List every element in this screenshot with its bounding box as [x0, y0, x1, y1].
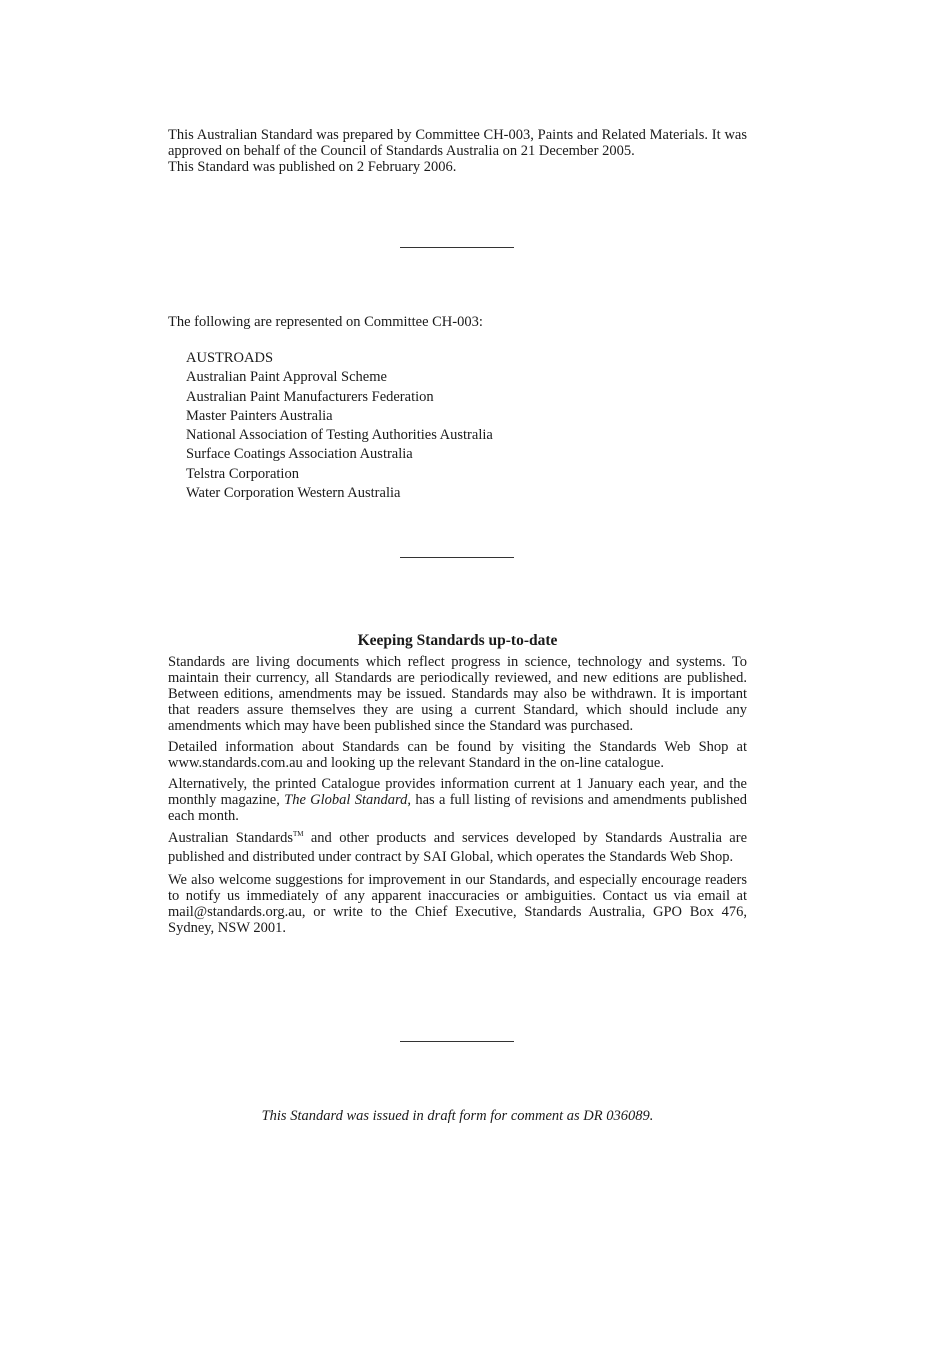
web-shop-paragraph: Detailed information about Standards can be found by visiting the Standards Web Shop at www.standards.com.au and looking up the relevant Standard in the on-line catalogue.	[168, 739, 747, 771]
section-divider	[400, 557, 514, 558]
section-heading: Keeping Standards up-to-date	[357, 632, 558, 649]
committee-lead-text: The following are represented on Committee CH-003:	[168, 314, 483, 330]
committee-member: Surface Coatings Association Australia	[186, 446, 413, 463]
catalogue-paragraph: Alternatively, the printed Catalogue provides information current at 1 January each year, and the monthly magazine, The Global Standard, has a full listing of revisions and amendments published each month.	[168, 776, 747, 824]
committee-member: National Association of Testing Authorities Australia	[186, 427, 493, 444]
living-documents-paragraph: Standards are living documents which reflect progress in science, technology and systems. To maintain their currency, all Standards are periodically reviewed, and new editions are published. Between editions, amendments may be issued. Standards may also be withdrawn. It is important that readers assure themselves they are using a current Standard, which should include any amendments which may have been published since the Standard was purchased.	[168, 654, 747, 734]
draft-notice: This Standard was issued in draft form for comment as DR 036089.	[261, 1108, 654, 1124]
trademark-mark: TM	[292, 830, 304, 838]
committee-representation	[168, 314, 747, 503]
feedback-paragraph: We also welcome suggestions for improvement in our Standards, and especially encourage readers to notify us immediately of any apparent inaccuracies or ambiguities. Contact us via email at mail@standards.org.au, or write to the Chief Executive, Standards Australia, GPO Box 476, Sydney, NSW 2001.	[168, 872, 747, 936]
committee-member: Australian Paint Approval Scheme	[186, 369, 387, 386]
committee-member-list	[168, 349, 747, 503]
committee-member: Australian Paint Manufacturers Federation	[186, 388, 434, 405]
approval-statement: This Australian Standard was prepared by Committee CH-003, Paints and Related Materials. It was approved on behalf of the Council of Standards Australia on 21 December 2005.	[168, 127, 747, 159]
section-divider	[400, 1041, 514, 1042]
keeping-standards-section	[168, 632, 747, 941]
distribution-paragraph: Australian Standards™ and other products and services developed by Standards Australia are published and distributed under contract by SAI Global, which operates the Standards Web Shop.	[168, 830, 747, 865]
committee-member: Water Corporation Western Australia	[186, 485, 401, 502]
magazine-title: The Global Standard	[284, 792, 408, 808]
committee-member: AUSTROADS	[186, 350, 274, 366]
publication-statement: This Standard was published on 2 February 2006.	[168, 159, 457, 175]
committee-member: Master Painters Australia	[186, 407, 333, 424]
committee-member: Telstra Corporation	[186, 465, 299, 482]
section-divider	[400, 247, 514, 248]
preparation-notice	[168, 127, 747, 175]
